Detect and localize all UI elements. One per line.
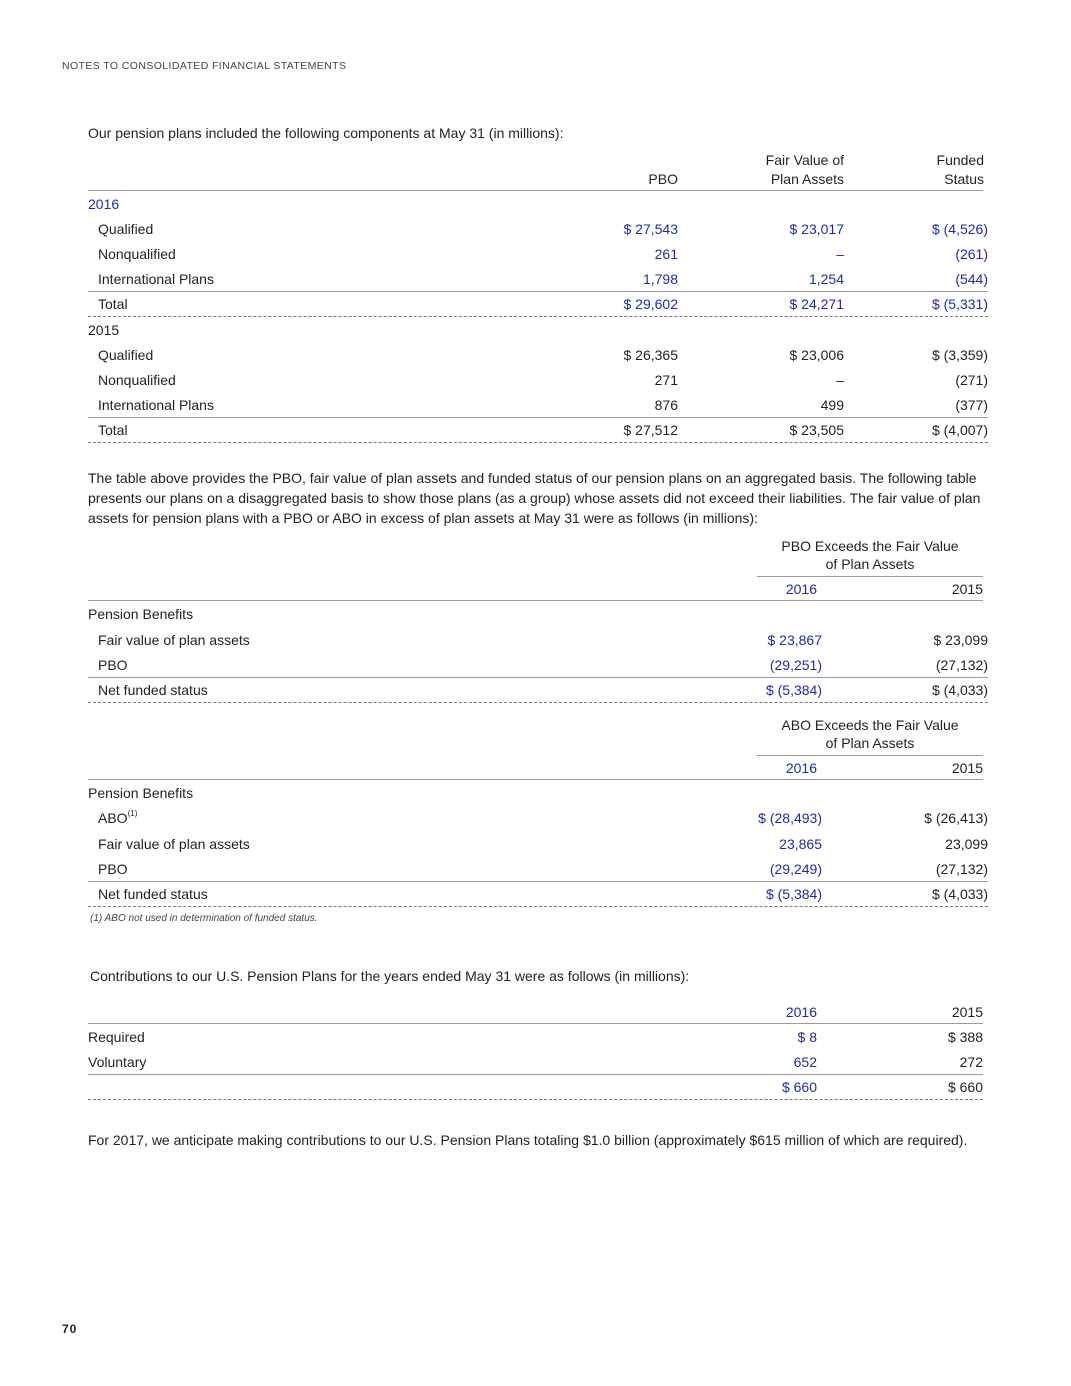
col-header-2016: 2016 <box>785 1004 817 1020</box>
cell-funded-status: $ (3,359) <box>931 347 988 363</box>
cell-pbo: 261 <box>654 246 678 262</box>
cell-funded-status: (261) <box>955 246 988 262</box>
col-header-2015: 2015 <box>951 1004 983 1020</box>
year-label-2016: 2016 <box>88 196 120 212</box>
group-header-rule <box>757 755 983 756</box>
subtotal-rule <box>88 291 988 292</box>
footnote: (1) ABO not used in determination of funded status. <box>90 913 318 924</box>
row-label: Nonqualified <box>98 372 176 388</box>
total-funded-status: $ (5,331) <box>931 296 988 312</box>
row-label: Qualified <box>98 221 154 237</box>
group-header-rule <box>757 576 983 577</box>
cell-2016: 23,865 <box>779 836 822 852</box>
row-label: Fair value of plan assets <box>98 632 250 648</box>
cell-fair-value: – <box>836 246 844 262</box>
cell-funded-status: $ (4,526) <box>931 221 988 237</box>
total-2015: $ 660 <box>947 1079 983 1095</box>
subtotal-rule <box>88 1074 983 1075</box>
total-fair-value: $ 24,271 <box>789 296 844 312</box>
cell-fair-value: $ 23,017 <box>789 221 844 237</box>
subtotal-rule <box>88 417 988 418</box>
page-number: 70 <box>62 1322 78 1336</box>
row-label: Qualified <box>98 347 154 363</box>
footnote-marker: (1) <box>127 809 138 818</box>
total-2016: $ (5,384) <box>765 886 822 902</box>
row-label: Fair value of plan assets <box>98 836 250 852</box>
total-label: Net funded status <box>98 682 208 698</box>
cell-2015: (27,132) <box>935 657 988 673</box>
total-label: Total <box>98 296 128 312</box>
abo-table-title-line2: of Plan Assets <box>825 735 915 751</box>
row-label: International Plans <box>98 271 214 287</box>
col-header-2015: 2015 <box>951 760 983 776</box>
row-label: Voluntary <box>88 1054 147 1070</box>
intro-paragraph: Our pension plans included the following components at May 31 (in millions): <box>88 125 564 141</box>
col-header-fair-value-line2: Plan Assets <box>770 171 844 187</box>
total-2016: $ (5,384) <box>765 682 822 698</box>
header-rule <box>88 600 983 601</box>
cell-2015: 272 <box>959 1054 983 1070</box>
total-2015: $ (4,033) <box>931 886 988 902</box>
cell-funded-status: (544) <box>955 271 988 287</box>
total-rule-dashed <box>88 1099 983 1100</box>
section-label: Pension Benefits <box>88 606 194 622</box>
header-rule <box>88 779 983 780</box>
col-header-fair-value-line1: Fair Value of <box>765 152 844 168</box>
cell-fair-value: $ 23,006 <box>789 347 844 363</box>
total-fair-value: $ 23,505 <box>789 422 844 438</box>
cell-fair-value: – <box>836 372 844 388</box>
row-label: International Plans <box>98 397 214 413</box>
cell-funded-status: (377) <box>955 397 988 413</box>
row-label: Required <box>88 1029 145 1045</box>
col-header-funded-line1: Funded <box>936 152 984 168</box>
section-label: Pension Benefits <box>88 785 194 801</box>
contributions-intro: Contributions to our U.S. Pension Plans for the years ended May 31 were as follows (in millions): <box>90 968 690 984</box>
col-header-pbo: PBO <box>648 171 678 187</box>
cell-fair-value: 1,254 <box>808 271 844 287</box>
abo-row-label <box>98 810 137 826</box>
cell-2016: (29,249) <box>769 861 822 877</box>
abo-label: ABO <box>98 810 128 826</box>
cell-funded-status: (271) <box>955 372 988 388</box>
total-rule-dashed <box>88 702 988 703</box>
header-rule <box>88 190 983 191</box>
cell-2015: $ 23,099 <box>933 632 988 648</box>
total-2015: $ (4,033) <box>931 682 988 698</box>
cell-2015: (27,132) <box>935 861 988 877</box>
cell-pbo: 876 <box>654 397 678 413</box>
page-header: NOTES TO CONSOLIDATED FINANCIAL STATEMENTS <box>62 60 347 72</box>
cell-2015: $ 388 <box>947 1029 983 1045</box>
subtotal-rule <box>88 677 988 678</box>
total-pbo: $ 27,512 <box>623 422 678 438</box>
abo-table-title-line1: ABO Exceeds the Fair Value <box>781 717 959 733</box>
cell-2015: $ (26,413) <box>924 810 988 826</box>
cell-2016: $ 23,867 <box>767 632 822 648</box>
total-rule-dashed <box>88 906 988 907</box>
cell-pbo: 1,798 <box>642 271 678 287</box>
year-label-2015: 2015 <box>88 322 120 338</box>
cell-2016: (29,251) <box>769 657 822 673</box>
total-label: Net funded status <box>98 886 208 902</box>
total-label: Total <box>98 422 128 438</box>
cell-pbo: 271 <box>654 372 678 388</box>
cell-2016: $ 8 <box>797 1029 817 1045</box>
cell-2015: 23,099 <box>945 836 988 852</box>
closing-paragraph: For 2017, we anticipate making contributions to our U.S. Pension Plans totaling $1.0 billion (approximately $615 million of which are required). <box>88 1132 968 1148</box>
cell-2016: $ (28,493) <box>758 810 822 826</box>
pbo-table-title-line2: of Plan Assets <box>825 556 915 572</box>
total-2016: $ 660 <box>781 1079 817 1095</box>
row-label: PBO <box>98 861 128 877</box>
pbo-table-title-line1: PBO Exceeds the Fair Value <box>781 538 959 554</box>
cell-2016: 652 <box>793 1054 817 1070</box>
explanation-paragraph: The table above provides the PBO, fair value of plan assets and funded status of our pension plans on an aggregated basis. The following table presents our plans on a disaggregated basis to show those plans (as a group) whose assets did not exceed their liabilities. The fair value of plan assets for pension plans with a PBO or ABO in excess of plan assets at May 31 were as follows (in millions): <box>88 470 981 526</box>
total-pbo: $ 29,602 <box>623 296 678 312</box>
row-label: PBO <box>98 657 128 673</box>
col-header-2015: 2015 <box>951 581 983 597</box>
cell-pbo: $ 27,543 <box>623 221 678 237</box>
col-header-2016: 2016 <box>785 581 817 597</box>
cell-fair-value: 499 <box>820 397 844 413</box>
total-rule-dashed <box>88 316 988 317</box>
col-header-2016: 2016 <box>785 760 817 776</box>
row-label: Nonqualified <box>98 246 176 262</box>
cell-pbo: $ 26,365 <box>623 347 678 363</box>
header-rule <box>88 1023 983 1024</box>
subtotal-rule <box>88 881 988 882</box>
total-rule-dashed <box>88 442 988 443</box>
col-header-funded-line2: Status <box>944 171 984 187</box>
total-funded-status: $ (4,007) <box>931 422 988 438</box>
